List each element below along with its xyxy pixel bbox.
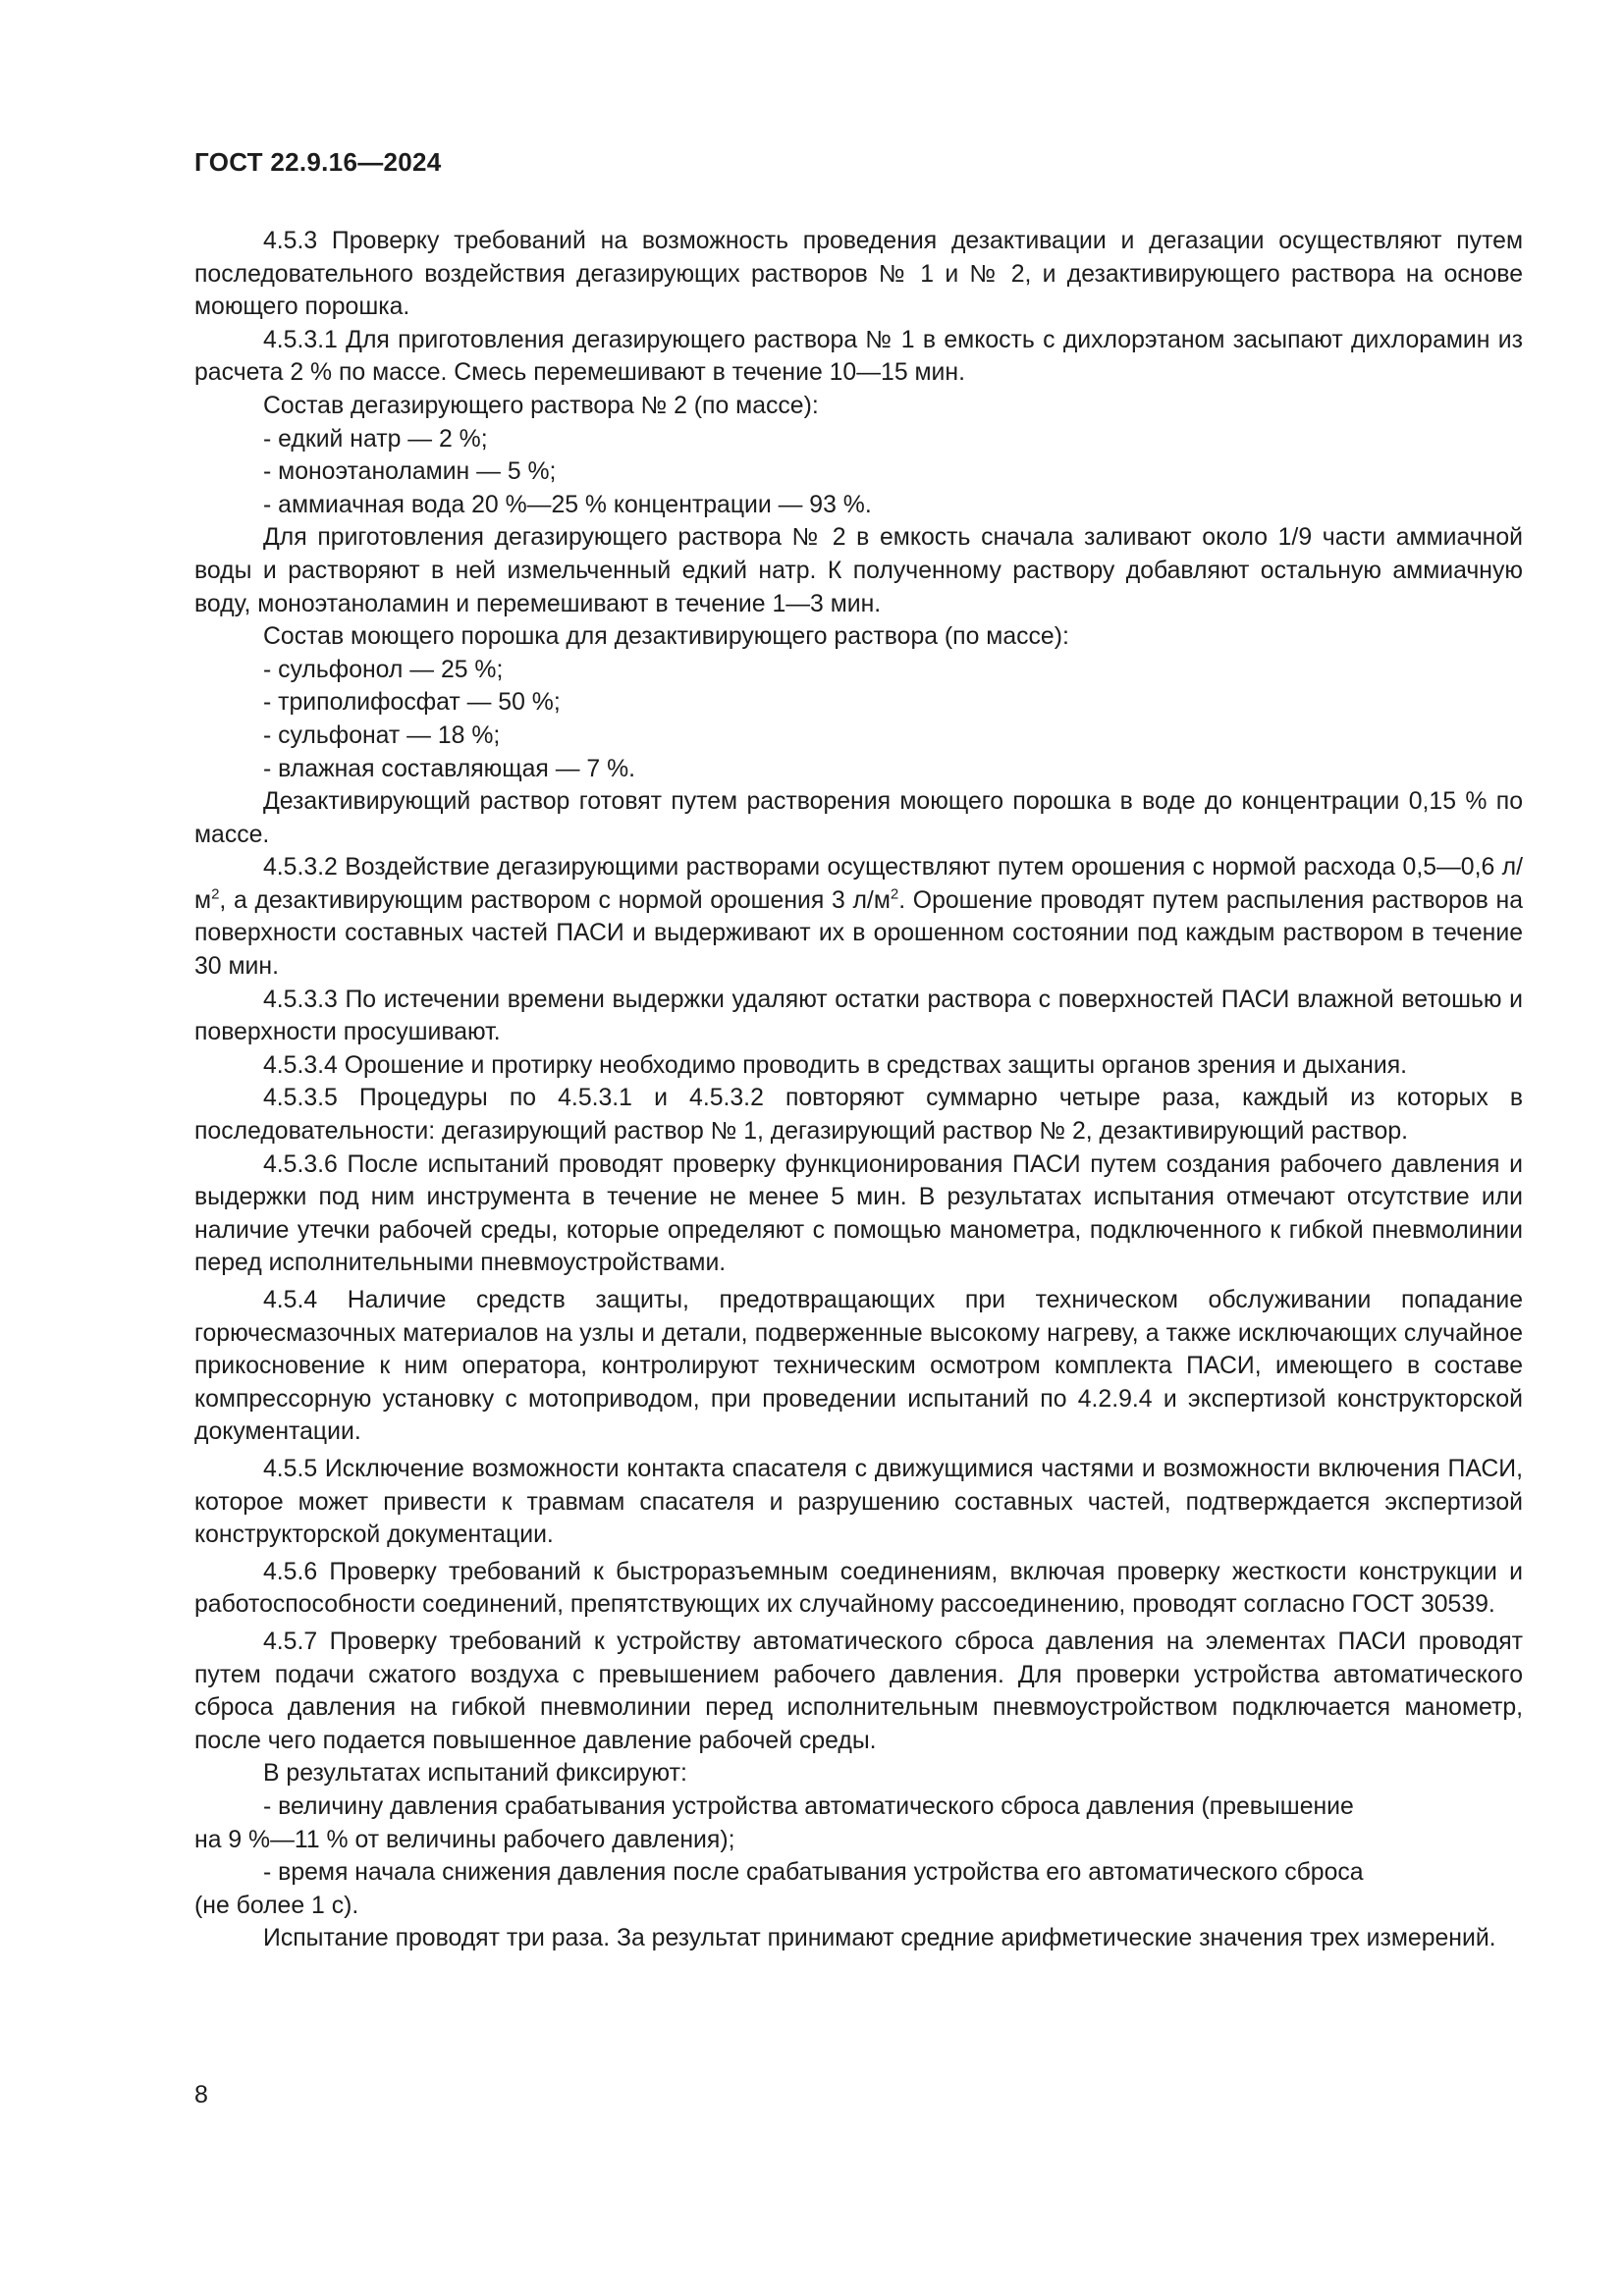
- text-run: . Орошение проводят путем распыления растворов на поверхности составных частей ПАСИ и выдерживают их в орошенном состоянии под каждым раствором в течение 30 мин.: [194, 886, 1523, 981]
- paragraph: Состав дегазирующего раствора № 2 (по массе):: [263, 392, 819, 419]
- paragraph: Испытание проводят три раза. За результат принимают средние арифметические значения трех измерений.: [263, 1925, 1496, 1952]
- paragraph: 4.5.6 Проверку требований к быстроразъемным соединениям, включая проверку жесткости конструкции и работоспособности соединений, препятствующих их случайному рассоединению, проводят согласно ГОСТ 30539.: [194, 1558, 1523, 1619]
- paragraph: 4.5.3.4 Орошение и протирку необходимо проводить в средствах защиты органов зрения и дыхания.: [263, 1051, 1408, 1079]
- list-item: - моноэтаноламин — 5 %;: [263, 458, 557, 486]
- list-item-line: - время начала снижения давления после срабатывания устройства его автоматического сброса: [263, 1859, 1364, 1887]
- list-item: - сульфонат — 18 %;: [263, 721, 501, 749]
- text-run: , а дезактивирующим раствором с нормой орошения 3 л/м: [219, 886, 891, 914]
- page-number: 8: [194, 2081, 208, 2109]
- list-item: - влажная составляющая — 7 %.: [263, 755, 636, 782]
- superscript: 2: [211, 885, 220, 903]
- paragraph: 4.5.3.6 После испытаний проводят проверку функционирования ПАСИ путем создания рабочего давления и выдержки под ним инструмента в течение не менее 5 мин. В результатах испытания отмечают отсутствие или наличие утечки рабочей среды, которые определяют с помощью манометра, подключенного к гибкой пневмолинии перед исполнительными пневмоустройствами.: [194, 1150, 1523, 1277]
- paragraph: 4.5.3 Проверку требований на возможность проведения дезактивации и дегазации осуществляют путем последовательного воздействия дегазирующих растворов № 1 и № 2, и дезактивирующего раствора на основе моющего порошка.: [194, 228, 1523, 321]
- paragraph: 4.5.5 Исключение возможности контакта спасателя с движущимися частями и возможности включения ПАСИ, которое может привести к травмам спасателя и разрушению составных частей, подтверждается экспертизой конструкторской документации.: [194, 1455, 1523, 1549]
- paragraph: 4.5.7 Проверку требований к устройству автоматического сброса давления на элементах ПАСИ проводят путем подачи сжатого воздуха с превышением рабочего давления. Для проверки устройства автоматического сброса давления на гибкой пневмолинии перед исполнительным пневмоустройством подключается манометр, после чего подается повышенное давление рабочей среды.: [194, 1628, 1523, 1754]
- superscript: 2: [890, 885, 899, 903]
- list-item: - аммиачная вода 20 %—25 % концентрации — 93 %.: [263, 491, 872, 518]
- list-item: - триполифосфат — 50 %;: [263, 689, 561, 717]
- list-item: - едкий натр — 2 %;: [263, 425, 488, 453]
- paragraph: 4.5.3.5 Процедуры по 4.5.3.1 и 4.5.3.2 повторяют суммарно четыре раза, каждый из которых в последовательности: дегазирующий раствор № 1, дегазирующий раствор № 2, дезактивирующий раствор.: [194, 1085, 1523, 1146]
- list-item: - сульфонол — 25 %;: [263, 656, 504, 683]
- paragraph: 4.5.3.1 Для приготовления дегазирующего раствора № 1 в емкость с дихлорэтаном засыпают дихлорамин из расчета 2 % по массе. Смесь перемешивают в течение 10—15 мин.: [194, 326, 1523, 387]
- paragraph: Состав моющего порошка для дезактивирующего раствора (по массе):: [263, 623, 1069, 651]
- list-item: [194, 1856, 1523, 1922]
- paragraph: 4.5.4 Наличие средств защиты, предотвращающих при техническом обслуживании попадание горючесмазочных материалов на узлы и детали, подверженные высокому нагреву, а также исключающих случайное прикосновение к ним оператора, контролируют техническим осмотром комплекта ПАСИ, имеющего в составе компрессорную установку с мотоприводом, при проведении испытаний по 4.2.9.4 и экспертизой конструкторской документации.: [194, 1287, 1523, 1446]
- paragraph: 4.5.3.3 По истечении времени выдержки удаляют остатки раствора с поверхностей ПАСИ влажной ветошью и поверхности просушивают.: [194, 986, 1523, 1046]
- paragraph: Для приготовления дегазирующего раствора № 2 в емкость сначала заливают около 1/9 части аммиачной воды и растворяют в ней измельченный едкий натр. К полученному раствору добавляют остальную аммиачную воду, моноэтаноламин и перемешивают в течение 1—3 мин.: [194, 524, 1523, 617]
- list-item: [194, 1790, 1523, 1856]
- document-body: [194, 225, 1523, 1955]
- list-item-continuation: (не более 1 с).: [194, 1892, 359, 1919]
- list-item-continuation: на 9 %—11 % от величины рабочего давления);: [194, 1826, 735, 1853]
- text-run: 4.5.3.2 Воздействие дегазирующими растворами осуществляют путем орошения с нормой расхода 0,5—0,6 л/м: [194, 854, 1523, 914]
- paragraph: Дезактивирующий раствор готовят путем растворения моющего порошка в воде до концентрации 0,15 % по массе.: [194, 788, 1523, 848]
- list-item-line: - величину давления срабатывания устройства автоматического сброса давления (превышение: [263, 1792, 1354, 1820]
- paragraph: В результатах испытаний фиксируют:: [263, 1760, 687, 1788]
- document-code-header: ГОСТ 22.9.16—2024: [194, 147, 442, 177]
- paragraph-with-superscripts: [194, 851, 1523, 983]
